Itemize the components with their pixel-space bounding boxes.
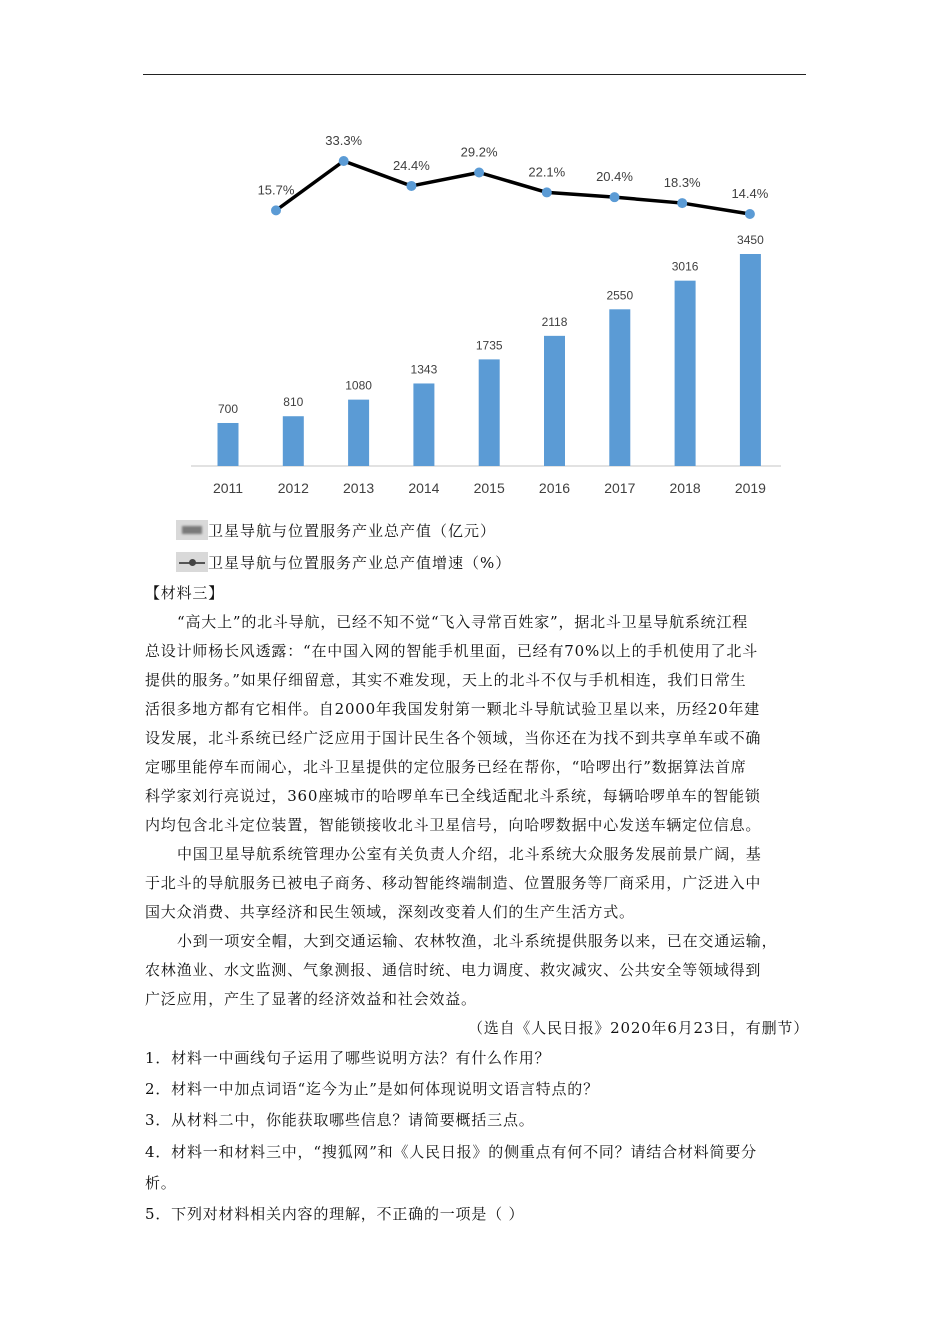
- paragraph-line: 提供的服务。”如果仔细留意，其实不难发现，天上的北斗不仅与手机相连，我们日常生: [145, 671, 747, 689]
- bar-data-label: 1343: [410, 362, 438, 377]
- paragraph-line: 国大众消费、共享经济和民生领域，深刻改变着人们的生产生活方式。: [145, 903, 635, 921]
- paragraph-line: “高大上”的北斗导航，已经不知不觉“飞入寻常百姓家”，据北斗卫星导航系统江程: [177, 613, 749, 631]
- bar: [675, 281, 696, 466]
- x-tick-label: 2019: [734, 480, 766, 496]
- x-tick-label: 2016: [538, 480, 571, 496]
- growth-data-label: 24.4%: [392, 157, 430, 173]
- bar: [218, 423, 239, 466]
- growth-point: [474, 167, 484, 177]
- paragraph-line: 活很多地方都有它相伴。自2000年我国发射第一颗北斗导航试验卫星以来，历经20年建: [145, 700, 761, 718]
- paragraph-line: 科学家刘行亮说过，360座城市的哈啰单车已全线适配北斗系统，每辆哈啰单车的智能锁: [145, 787, 761, 805]
- question-2: 2．材料一中加点词语“迄今为止”是如何体现说明文语言特点的？: [145, 1080, 599, 1098]
- bar-data-label: 2550: [606, 288, 634, 303]
- question-4: 4．材料一和材料三中，“搜狐网”和《人民日报》的侧重点有何不同？请结合材料简要分: [145, 1143, 757, 1161]
- bar-data-label: 3450: [737, 233, 764, 247]
- material-heading: 【材料三】: [145, 584, 225, 602]
- legend-line-label: 卫星导航与位置服务产业总产值增速（%）: [208, 554, 512, 572]
- question-3: 3．从材料二中，你能获取哪些信息？请简要概括三点。: [145, 1111, 535, 1129]
- paragraph-line: 总设计师杨长风透露：“在中国入网的智能手机里面，已经有70%以上的手机使用了北斗: [145, 642, 759, 660]
- x-tick-label: 2011: [212, 480, 244, 496]
- legend-bar: [176, 520, 496, 541]
- x-tick-label: 2012: [277, 480, 309, 496]
- legend-bar-swatch: [176, 520, 208, 540]
- growth-point: [745, 209, 755, 219]
- paragraph-line: 中国卫星导航系统管理办公室有关负责人介绍，北斗系统大众服务发展前景广阔，基: [177, 845, 762, 863]
- question-5: 5．下列对材料相关内容的理解，不正确的一项是（ ）: [145, 1205, 525, 1223]
- bar-data-label: 1735: [475, 338, 503, 353]
- question-4-continued: 析。: [145, 1174, 177, 1192]
- paragraph-line: 设发展，北斗系统已经广泛应用于国计民生各个领域，当你还在为找不到共享单车或不确: [145, 729, 762, 747]
- legend-line: [176, 552, 511, 573]
- growth-point: [610, 192, 620, 202]
- bar: [413, 383, 434, 466]
- x-tick-label: 2018: [669, 480, 701, 496]
- growth-data-label: 33.3%: [325, 133, 363, 148]
- paragraph-line: 农林渔业、水文监测、气象测报、通信时统、电力调度、救灾减灾、公共安全等领域得到: [145, 961, 762, 979]
- paragraph-line: 定哪里能停车而闹心，北斗卫星提供的定位服务已经在帮你，“哈啰出行”数据算法首席: [145, 758, 747, 776]
- growth-point: [406, 181, 416, 191]
- growth-point: [271, 205, 281, 215]
- bar-data-label: 2118: [541, 314, 568, 329]
- question-1: 1．材料一中画线句子运用了哪些说明方法？有什么作用？: [145, 1049, 551, 1067]
- growth-data-label: 14.4%: [731, 186, 769, 201]
- source-citation: （选自《人民日报》2020年6月23日，有删节）: [467, 1019, 809, 1037]
- x-tick-label: 2015: [473, 480, 505, 496]
- paragraph-line: 于北斗的导航服务已被电子商务、移动智能终端制造、位置服务等厂商采用，广泛进入中: [145, 874, 762, 892]
- growth-data-label: 29.2%: [460, 144, 498, 160]
- growth-point: [542, 187, 552, 197]
- bar: [740, 254, 761, 466]
- bar: [544, 336, 565, 466]
- bar: [479, 359, 500, 466]
- paragraph-line: 内均包含北斗定位装置，智能锁接收北斗卫星信号，向哈啰数据中心发送车辆定位信息。: [145, 816, 762, 834]
- growth-data-label: 15.7%: [257, 182, 295, 198]
- growth-data-label: 18.3%: [663, 175, 701, 191]
- bar-data-label: 1080: [345, 378, 372, 393]
- growth-point: [339, 156, 349, 166]
- legend-bar-label: 卫星导航与位置服务产业总产值（亿元）: [208, 522, 497, 540]
- growth-data-label: 22.1%: [528, 164, 566, 180]
- combo-chart: [0, 0, 950, 510]
- bar: [609, 309, 630, 466]
- x-tick-label: 2014: [408, 480, 440, 496]
- x-tick-label: 2013: [343, 480, 375, 496]
- bar: [283, 416, 304, 466]
- bar: [348, 400, 369, 466]
- growth-data-label: 20.4%: [596, 169, 633, 185]
- bar-data-label: 810: [283, 395, 304, 410]
- x-tick-label: 2017: [604, 480, 636, 496]
- paragraph-line: 小到一项安全帽，大到交通运输、农林牧渔，北斗系统提供服务以来，已在交通运输，: [177, 932, 778, 950]
- growth-point: [677, 198, 687, 208]
- legend-line-swatch: [176, 552, 208, 572]
- paragraph-line: 广泛应用，产生了显著的经济效益和社会效益。: [145, 990, 477, 1008]
- bar-data-label: 3016: [671, 259, 699, 274]
- bar-data-label: 700: [217, 401, 239, 416]
